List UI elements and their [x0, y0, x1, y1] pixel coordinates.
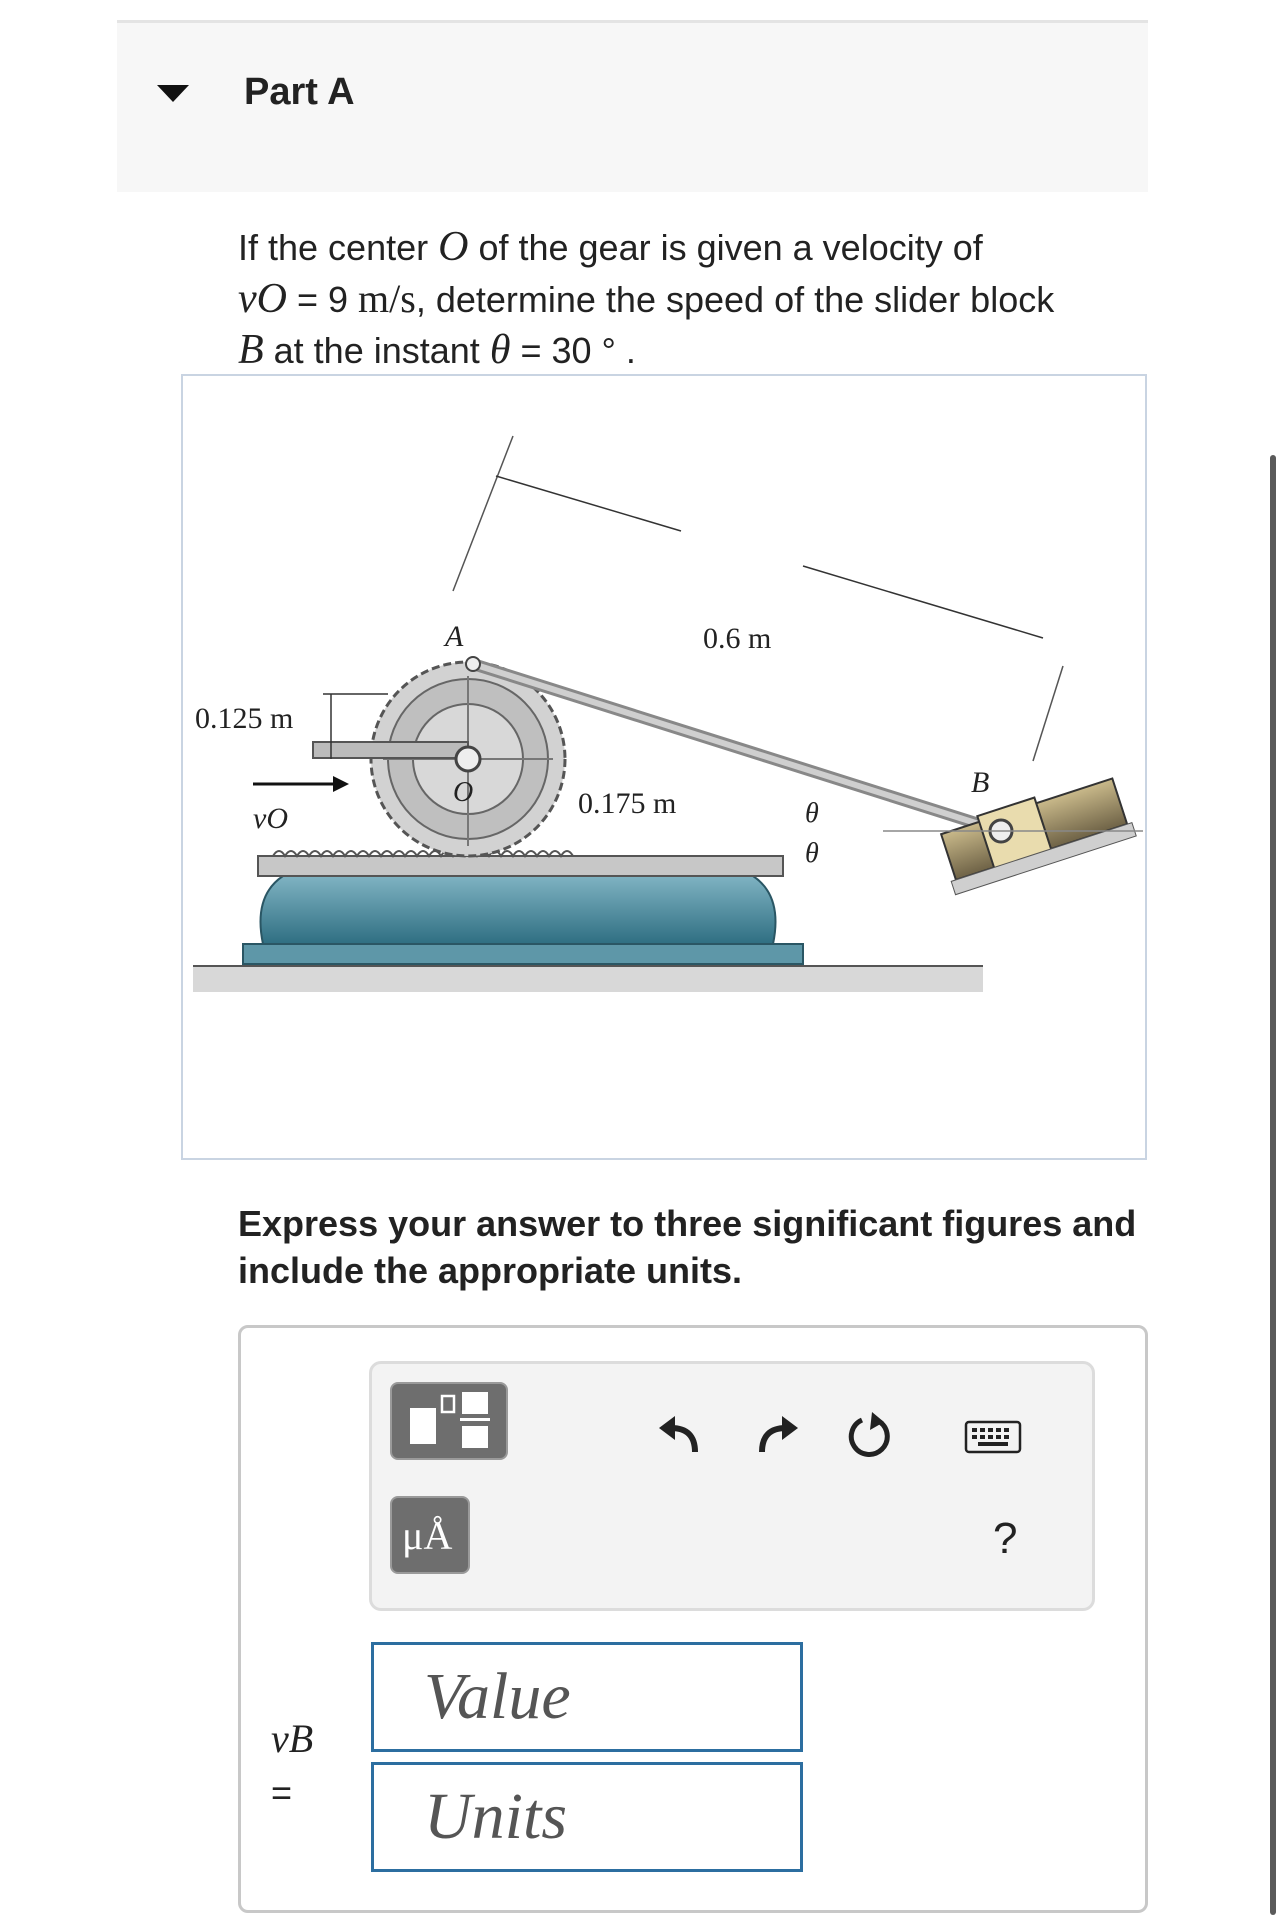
question-line-2: vO = 9 m/s, determine the speed of the slider block [238, 276, 1055, 322]
dim-ext-a [453, 436, 513, 591]
question-line-3: B at the instant θ = 30 ° . [238, 327, 636, 373]
value-input[interactable]: Value [371, 1642, 803, 1752]
label-point-o: O [453, 777, 474, 808]
dim-line-rod-right [803, 566, 1043, 638]
reset-icon[interactable] [842, 1410, 896, 1464]
base-pedestal [261, 876, 776, 944]
base-plate [243, 944, 803, 964]
axle-arm [313, 742, 468, 758]
templates-button[interactable] [390, 1382, 508, 1460]
label-point-a: A [445, 620, 464, 653]
pin-a [466, 657, 480, 671]
slider-block-b [935, 771, 1137, 894]
label-large-radius: 0.175 m [578, 787, 677, 820]
label-theta-upper: θ [805, 798, 819, 829]
dim-line-rod-left [496, 476, 681, 531]
keyboard-icon[interactable] [964, 1420, 1022, 1454]
label-small-radius: 0.125 m [195, 702, 294, 735]
label-theta-lower: θ [805, 838, 819, 869]
var-vo: vO [238, 276, 287, 322]
pin-o [456, 747, 480, 771]
ground-hatch [193, 966, 983, 992]
question-line-1: If the center O of the gear is given a velocity of [238, 224, 983, 270]
answer-panel [238, 1325, 1148, 1913]
equals-sign: = [271, 1772, 293, 1813]
var-b: B [238, 327, 264, 373]
unit-ms: m/s [358, 276, 416, 321]
gear-rack [258, 856, 783, 876]
answer-instructions: Express your answer to three significant figures and include the appropriate units. [238, 1203, 1137, 1291]
redo-icon[interactable] [752, 1412, 802, 1462]
velocity-arrowhead-icon [333, 776, 349, 792]
units-icon: μÅ [402, 1513, 453, 1558]
scrollbar[interactable] [1270, 455, 1276, 1915]
math-toolbar [369, 1361, 1095, 1611]
collapse-triangle-icon[interactable] [157, 85, 189, 102]
answer-variable: vB [271, 1716, 314, 1761]
templates-icon [392, 1384, 506, 1458]
label-point-b: B [971, 766, 990, 799]
question-text [238, 222, 1158, 376]
label-vo: vO [253, 802, 288, 835]
part-title: Part A [244, 71, 355, 113]
var-o: O [438, 224, 469, 270]
dim-ext-b [1033, 666, 1063, 761]
mechanism-diagram [183, 376, 1145, 1158]
undo-icon[interactable] [655, 1412, 705, 1462]
part-header[interactable] [117, 20, 1148, 192]
label-rod-length: 0.6 m [703, 622, 772, 655]
var-theta: θ [489, 327, 511, 373]
help-icon[interactable]: ? [993, 1514, 1018, 1563]
units-button[interactable] [390, 1496, 470, 1574]
units-input[interactable]: Units [371, 1762, 803, 1872]
problem-figure [181, 374, 1147, 1160]
